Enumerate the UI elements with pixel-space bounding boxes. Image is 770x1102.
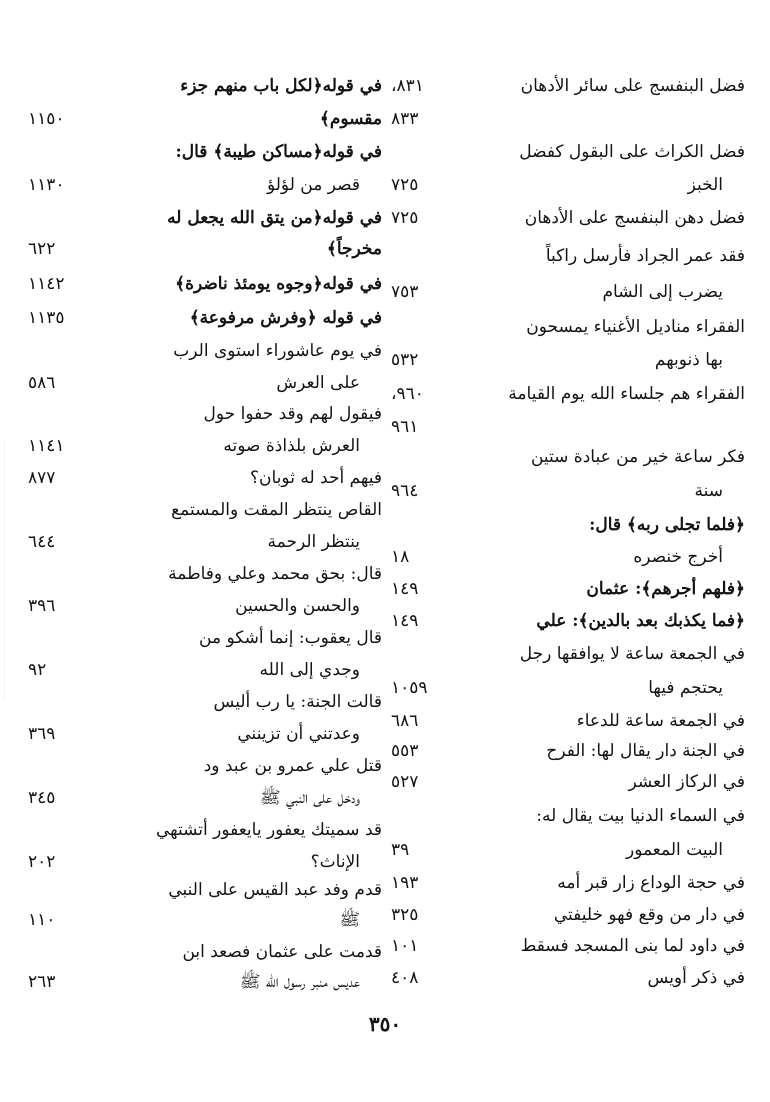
entry-text: في قوله﴿وجوه يومئذ ناضرة﴾ (175, 274, 382, 294)
index-entry (385, 136, 745, 170)
index-entry (385, 411, 745, 445)
entry-page-ref: ٧٢٥ (391, 208, 419, 228)
index-entry-continuation (22, 654, 382, 688)
index-entry-continuation (385, 276, 745, 310)
index-entry (385, 930, 745, 964)
index-entry (385, 766, 745, 800)
entry-text: في دار من وقع فهو خليفتي (553, 905, 745, 925)
entry-page-ref: ٣٦٩ (28, 724, 56, 744)
entry-page-ref: ٢٠٢ (28, 852, 56, 872)
entry-text: الإناث؟ (310, 852, 360, 872)
entry-page-ref: ١١٣٥ (28, 308, 65, 328)
entry-text: قالت الجنة: يا رب أليس (213, 692, 382, 712)
index-entry (385, 441, 745, 475)
index-entry (385, 800, 745, 834)
entry-text: بها ذنوبهم (654, 350, 723, 370)
entry-text: قد سميتك يعفور يايعفور أتشتهي (155, 820, 382, 840)
index-entry (385, 311, 745, 345)
index-entry (385, 240, 745, 274)
entry-page-ref: ٧٥٣ (391, 282, 419, 302)
index-entry-continuation (22, 367, 382, 401)
entry-text: أخرج خنصره (633, 547, 723, 567)
entry-page-ref: ٥٣٢ (391, 350, 419, 370)
entry-page-ref: ٨٧٧ (28, 468, 56, 488)
entry-page-ref: ٧٢٥ (391, 175, 419, 195)
index-entry-quran (22, 233, 382, 267)
entry-text: فضل البنفسج على سائر الأدهان (520, 76, 745, 96)
entry-page-ref: ٥٥٣ (391, 741, 419, 761)
index-entry-continuation (385, 541, 745, 575)
entry-page-ref: ١١٠ (28, 910, 56, 930)
entry-text: في قوله ﴿وفرش مرفوعة﴾ (189, 308, 382, 328)
index-entry-quran (22, 268, 382, 302)
entry-page-ref: ٩٦٠، (391, 384, 424, 404)
entry-page-ref: ٦٨٦ (391, 711, 419, 731)
entry-text: مخرجاً﴾ (326, 239, 382, 259)
entry-text: ﴿فلما تجلى ربه﴾ قال: (589, 515, 745, 535)
entry-text: القاص ينتظر المقت والمستمع (171, 500, 382, 520)
index-entry-quran (22, 136, 382, 170)
index-entry-quran (22, 302, 382, 336)
scan-edge-mark (4, 440, 5, 700)
entry-text: مقسوم﴾ (319, 109, 382, 129)
entry-text: فضل الكراث على البقول كفضل (519, 142, 745, 162)
index-entry (22, 936, 382, 970)
index-entry-continuation (22, 526, 382, 560)
entry-page-ref: ١٨ (391, 547, 410, 567)
entry-page-ref: ١١٣٠ (28, 175, 65, 195)
entry-text: فقد عمر الجراد فأرسل راكباً (545, 246, 745, 266)
index-entry (385, 735, 745, 769)
index-column-left (22, 0, 382, 1000)
index-entry-continuation (22, 590, 382, 624)
index-entry (22, 686, 382, 720)
entry-text: في الجمعة ساعة للدعاء (576, 711, 745, 731)
entry-text: يضرب إلى الشام (602, 282, 723, 302)
entry-page-ref: ١١٤١ (28, 436, 65, 456)
entry-text: على العرش (276, 373, 360, 393)
entry-page-ref: ٥٨٦ (28, 373, 56, 393)
entry-text: قدمت على عثمان فصعد ابن (182, 942, 382, 962)
entry-page-ref: ٩٦٤ (391, 481, 419, 501)
entry-text: فيهم أحد له ثوبان؟ (250, 468, 382, 488)
index-entry (385, 867, 745, 901)
entry-text: فضل دهن البنفسج على الأدهان (524, 208, 745, 228)
index-entry (385, 638, 745, 672)
entry-text: في الجمعة ساعة لا يوافقها رجل (519, 644, 745, 664)
index-entry (22, 494, 382, 528)
index-entry-continuation (22, 782, 382, 816)
index-entry (22, 398, 382, 432)
entry-page-ref: ٦٤٤ (28, 532, 56, 552)
entry-text: البيت المعمور (625, 840, 723, 860)
entry-page-ref: ١٠١ (391, 936, 419, 956)
entry-text: ﷺ (339, 910, 360, 930)
entry-text: فكر ساعة خير من عبادة ستين (530, 447, 745, 467)
index-entry (385, 899, 745, 933)
entry-text: ﴿فلهم أجرهم﴾: عثمان (586, 579, 745, 599)
entry-text: ﴿فما يكذبك بعد بالدين﴾: علي (536, 611, 745, 631)
entry-text: في الركاز العشر (628, 772, 745, 792)
entry-text: الفقراء مناديل الأغنياء يمسحون (526, 317, 745, 337)
index-entry-continuation (22, 966, 382, 1000)
index-entry (22, 462, 382, 496)
entry-page-ref: ٦٢٢ (28, 239, 56, 259)
entry-page-ref: ٤٠٨ (391, 968, 419, 988)
entry-text: عديس منبر رسول الله ﷺ (239, 972, 360, 992)
index-entry (22, 558, 382, 592)
index-entry-continuation (385, 834, 745, 868)
index-entry-continuation (22, 718, 382, 752)
entry-page-ref: ٢٦٣ (28, 972, 56, 992)
entry-page-ref: ٨٣١، (391, 76, 424, 96)
entry-page-ref: ١٤٩ (391, 611, 419, 631)
entry-text: في قوله﴿من يتق الله يجعل له (167, 208, 382, 228)
index-entry (22, 874, 382, 908)
index-entry (385, 705, 745, 739)
index-entry (385, 103, 745, 137)
entry-text: سنة (694, 481, 723, 501)
index-entry-continuation (385, 169, 745, 203)
index-entry-quran (22, 70, 382, 104)
entry-text: الخبز (687, 175, 723, 195)
index-entry-quran (22, 202, 382, 236)
page-number: ٣٥٠ (368, 1012, 402, 1036)
index-entry-quran (385, 605, 745, 639)
entry-text: في ذكر أويس (647, 968, 745, 988)
index-entry-continuation (385, 475, 745, 509)
entry-text: قال يعقوب: إنما أشكو من (199, 628, 382, 648)
entry-text: وجدي إلى الله (259, 660, 360, 680)
index-entry (22, 814, 382, 848)
entry-text: في داود لما بنى المسجد فسقط (520, 936, 745, 956)
entry-page-ref: ٣٩ (391, 840, 410, 860)
index-entry (385, 962, 745, 996)
index-entry (385, 202, 745, 236)
entry-text: والحسن والحسين (235, 596, 360, 616)
entry-page-ref: ١١٤٢ (28, 274, 65, 294)
index-entry-continuation (385, 344, 745, 378)
entry-page-ref: ٨٣٣ (391, 109, 419, 129)
entry-page-ref: ١٩٣ (391, 873, 419, 893)
entry-text: فيقول لهم وقد حفوا حول (203, 404, 382, 424)
index-entry-continuation (385, 672, 745, 706)
entry-text: في قوله﴿لكل باب منهم جزء (180, 76, 382, 96)
entry-text: وعدتني أن تزينني (237, 724, 360, 744)
entry-text: قال: بحق محمد وعلي وفاطمة (168, 564, 382, 584)
entry-page-ref: ٣٤٥ (28, 788, 56, 808)
entry-text: الفقراء هم جلساء الله يوم القيامة (508, 384, 745, 404)
index-entry (22, 335, 382, 369)
index-entry-quran (385, 509, 745, 543)
entry-text: قصر من لؤلؤ (266, 175, 360, 195)
entry-page-ref: ١٤٩ (391, 579, 419, 599)
entry-text: ودخل على النبي ﷺ (260, 788, 360, 808)
entry-page-ref: ١١٥٠ (28, 109, 65, 129)
entry-text: في قوله﴿مساكن طيبة﴾ قال: (175, 142, 382, 162)
entry-text: قتل علي عمرو بن عبد ود (203, 756, 382, 776)
entry-page-ref: ١٠٥٩ (391, 678, 428, 698)
index-entry-quran (22, 103, 382, 137)
entry-page-ref: ٣٩٦ (28, 596, 56, 616)
entry-text: في حجة الوداع زار قبر أمه (557, 873, 745, 893)
index-entry (385, 378, 745, 412)
index-entry-continuation (22, 904, 382, 938)
entry-page-ref: ٥٢٧ (391, 772, 419, 792)
index-entry-continuation (22, 430, 382, 464)
index-entry-quran (385, 573, 745, 607)
entry-text: العرش بلذاذة صوته (223, 436, 360, 456)
index-entry (22, 622, 382, 656)
index-entry (385, 70, 745, 104)
entry-text: يحتجم فيها (648, 678, 723, 698)
entry-text: في يوم عاشوراء استوى الرب (173, 341, 382, 361)
entry-page-ref: ٩٦١ (391, 417, 419, 437)
index-entry-continuation (22, 169, 382, 203)
entry-text: في الجنة دار يقال لها: الفرح (546, 741, 745, 761)
entry-page-ref: ٣٢٥ (391, 905, 419, 925)
index-entry (22, 750, 382, 784)
entry-text: ينتظر الرحمة (267, 532, 360, 552)
entry-page-ref: ٩٢ (28, 660, 47, 680)
entry-text: في السماء الدنيا بيت يقال له: (536, 806, 745, 826)
index-column-right (385, 0, 745, 1000)
entry-text: قدم وفد عبد القيس على النبي (168, 880, 382, 900)
